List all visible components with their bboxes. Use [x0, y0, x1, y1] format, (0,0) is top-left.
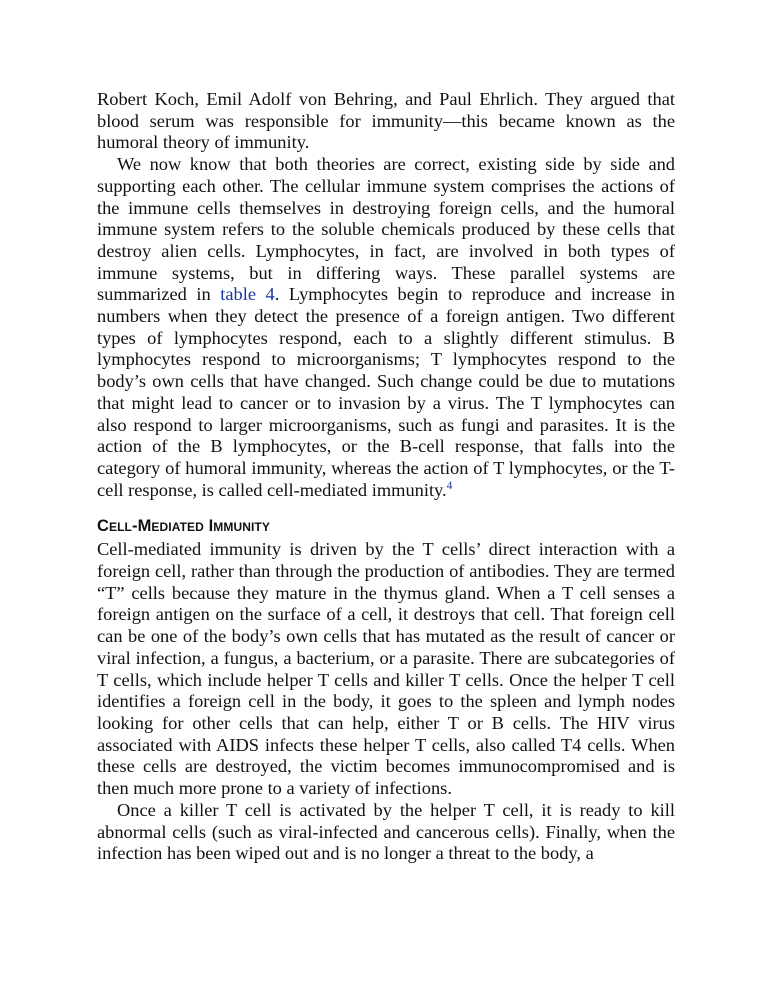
- page-body: [97, 89, 675, 865]
- paragraph-text: We now know that both theories are correct, existing side by side and supporting each other. The cellular immune system comprises the actions of the immune cells themselves in destroying foreign cells, and the humoral immune system refers to the soluble chemicals produced by these cells that destroy alien cells. Lymphocytes, in fact, are involved in both types of immune systems, but in differing ways. These parallel systems are summarized in: [97, 154, 675, 305]
- table-4-link[interactable]: table 4: [220, 284, 275, 305]
- paragraph-both-theories: [97, 154, 675, 501]
- paragraph-cell-mediated: Cell-mediated immunity is driven by the T cells’ direct interaction with a foreign cell, rather than through the production of antibodies. They are termed “T” cells because they mature in the thymus gland. When a T cell senses a foreign antigen on the surface of a cell, it destroys that cell. That foreign cell can be one of the body’s own cells that has mutated as the result of cancer or viral infection, a fungus, a bacterium, or a parasite. There are subcategories of T cells, which include helper T cells and killer T cells. Once the helper T cell identifies a foreign cell in the body, it goes to the spleen and lymph nodes looking for other cells that can help, either T or B cells. The HIV virus associated with AIDS infects these helper T cells, also called T4 cells. When these cells are destroyed, the victim becomes immunocompromised and is then much more prone to a variety of infections.: [97, 539, 675, 799]
- footnote-4-link[interactable]: 4: [446, 479, 453, 492]
- paragraph-text: . Lymphocytes begin to reproduce and increase in numbers when they detect the presence of a foreign antigen. Two different types of lymphocytes respond, each to a slightly different stimulus. B lymphocytes respond to microorganisms; T lymphocytes respond to the body’s own cells that have changed. Such change could be due to mutations that might lead to cancer or to invasion by a virus. The T lymphocytes can also respond to larger microorganisms, such as fungi and parasites. It is the action of the B lymphocytes, or the B-cell response, that falls into the category of humoral immunity, whereas the action of T lymphocytes, or the T-cell response, is called cell-mediated immunity.: [97, 284, 675, 500]
- section-heading: Cell-Mediated Immunity: [97, 517, 270, 536]
- paragraph-killer-t-cell: Once a killer T cell is activated by the helper T cell, it is ready to kill abnormal cells (such as viral-infected and cancerous cells). Finally, when the infection has been wiped out and is no longer a threat to the body, a: [97, 799, 675, 864]
- paragraph-humoral-theory: Robert Koch, Emil Adolf von Behring, and Paul Ehrlich. They argued that blood serum was responsible for immunity—this became known as the humoral theory of immunity.: [97, 89, 675, 153]
